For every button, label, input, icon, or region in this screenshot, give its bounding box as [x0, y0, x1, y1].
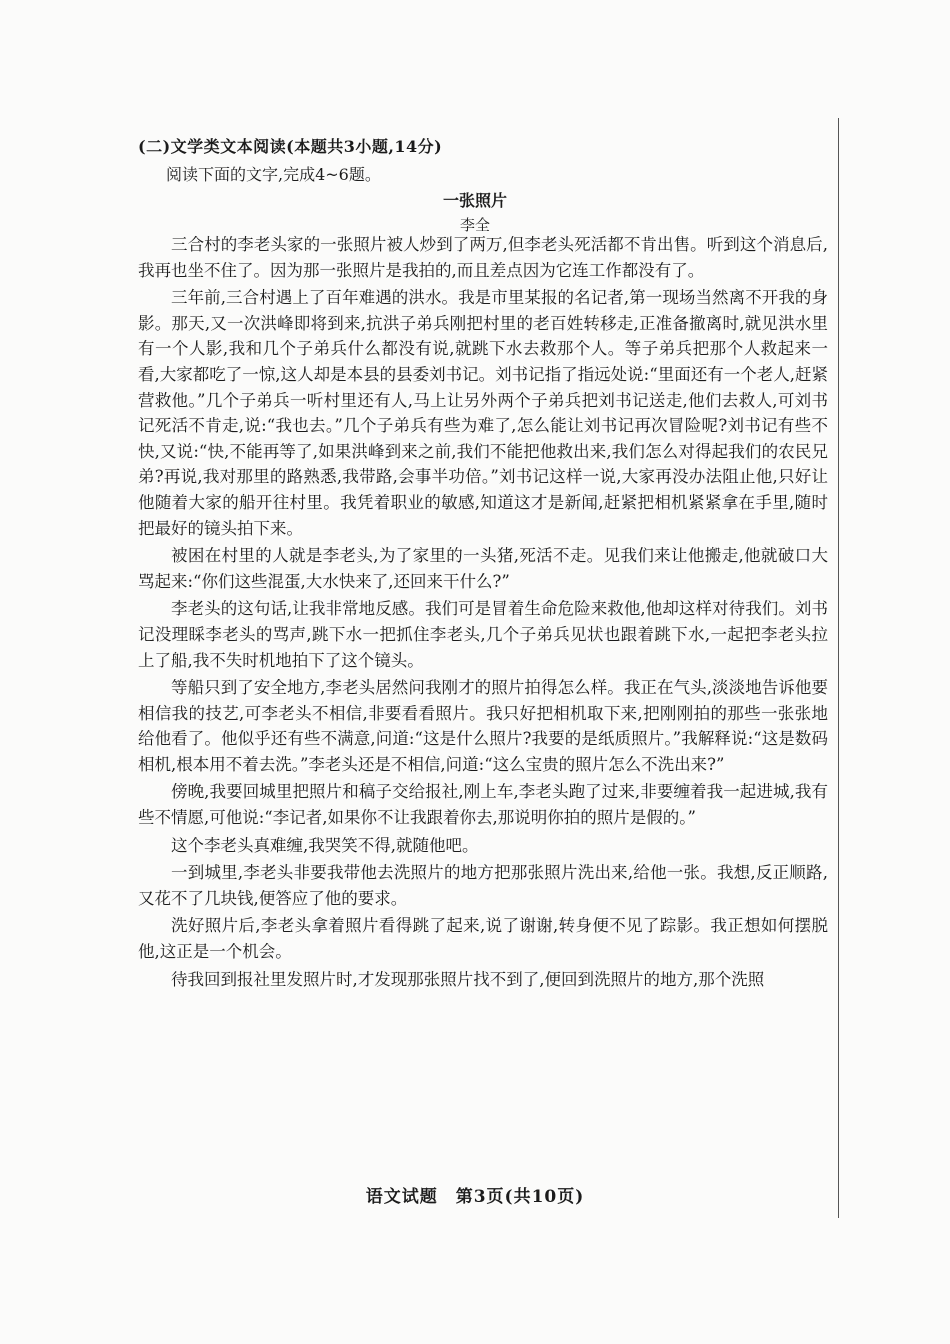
story-paragraph: 这个李老头真难缠,我哭笑不得,就随他吧。	[171, 835, 479, 855]
page-footer: 语文试题 第3页(共10页)	[365, 1187, 585, 1207]
story-paragraph: 三年前,三合村遇上了百年难遇的洪水。我是市里某报的名记者,第一现场当然离不开我的身影。那天,又一次洪峰即将到来,抗洪子弟兵刚把村里的老百姓转移走,正准备撤离时,就见洪水里有一个人影,我和几个子弟兵什么都没有说,就跳下水去救那个人。等子弟兵把那个人救起来一看,大家都吃了一惊,这人却是本县的县委刘书记。刘书记指了指远处说:“里面还有一个老人,赶紧营救他。”几个子弟兵一听村里还有人,马上让另外两个子弟兵把刘书记送走,他们去救人,可刘书记死活不肯走,说:“我也去。”几个子弟兵有些为难了,怎么能让刘书记再次冒险呢?刘书记有些不快,又说:“快,不能再等了,如果洪峰到来之前,我们不能把他救出来,我们怎么对得起我们的农民兄弟?再说,我对那里的路熟悉,我带路,会事半功倍。”刘书记这样一说,大家再没办法阻止他,只好让他随着大家的船开往村里。我凭着职业的敏感,知道这才是新闻,赶紧把相机紧紧拿在手里,随时把最好的镜头拍下来。	[138, 288, 828, 538]
reading-instruction: 阅读下面的文字,完成4~6题。	[166, 165, 381, 184]
story-paragraph: 三合村的李老头家的一张照片被人炒到了两万,但李老头死活都不肯出售。听到这个消息后,我再也坐不住了。因为那一张照片是我拍的,而且差点因为它连工作都没有了。	[138, 235, 828, 280]
story-paragraph: 等船只到了安全地方,李老头居然问我刚才的照片拍得怎么样。我正在气头,淡淡地告诉他要相信我的技艺,可李老头不相信,非要看看照片。我只好把相机取下来,把刚刚拍的那些一张张地给他看了。他似乎还有些不满意,问道:“这是什么照片?我要的是纸质照片。”我解释说:“这是数码相机,根本用不着去洗。”李老头还是不相信,问道:“这么宝贵的照片怎么不洗出来?”	[138, 678, 828, 774]
section-heading: (二)文学类文本阅读(本题共3小题,14分)	[138, 137, 443, 156]
story-body	[138, 232, 828, 994]
story-paragraph: 被困在村里的人就是李老头,为了家里的一头猪,死活不走。见我们来让他搬走,他就破口大骂起来:“你们这些混蛋,大水快来了,还回来干什么?”	[138, 546, 828, 591]
story-paragraph: 一到城里,李老头非要我带他去洗照片的地方把那张照片洗出来,给他一张。我想,反正顺路,又花不了几块钱,便答应了他的要求。	[138, 863, 828, 908]
story-author: 李全	[459, 216, 490, 234]
story-paragraph: 李老头的这句话,让我非常地反感。我们可是冒着生命危险来救他,他却这样对待我们。刘书记没理睬李老头的骂声,跳下水一把抓住李老头,几个子弟兵见状也跟着跳下水,一起把李老头拉上了船,我不失时机地拍下了这个镜头。	[138, 599, 828, 670]
column-divider-line	[838, 118, 839, 1218]
story-paragraph: 待我回到报社里发照片时,才发现那张照片找不到了,便回到洗照片的地方,那个洗照	[171, 969, 765, 989]
story-paragraph: 傍晚,我要回城里把照片和稿子交给报社,刚上车,李老头跑了过来,非要缠着我一起进城,我有些不情愿,可他说:“李记者,如果你不让我跟着你去,那说明你拍的照片是假的。”	[138, 782, 828, 828]
story-title: 一张照片	[442, 191, 507, 210]
story-paragraph: 洗好照片后,李老头拿着照片看得跳了起来,说了谢谢,转身便不见了踪影。我正想如何摆脱他,这正是一个机会。	[138, 916, 828, 962]
